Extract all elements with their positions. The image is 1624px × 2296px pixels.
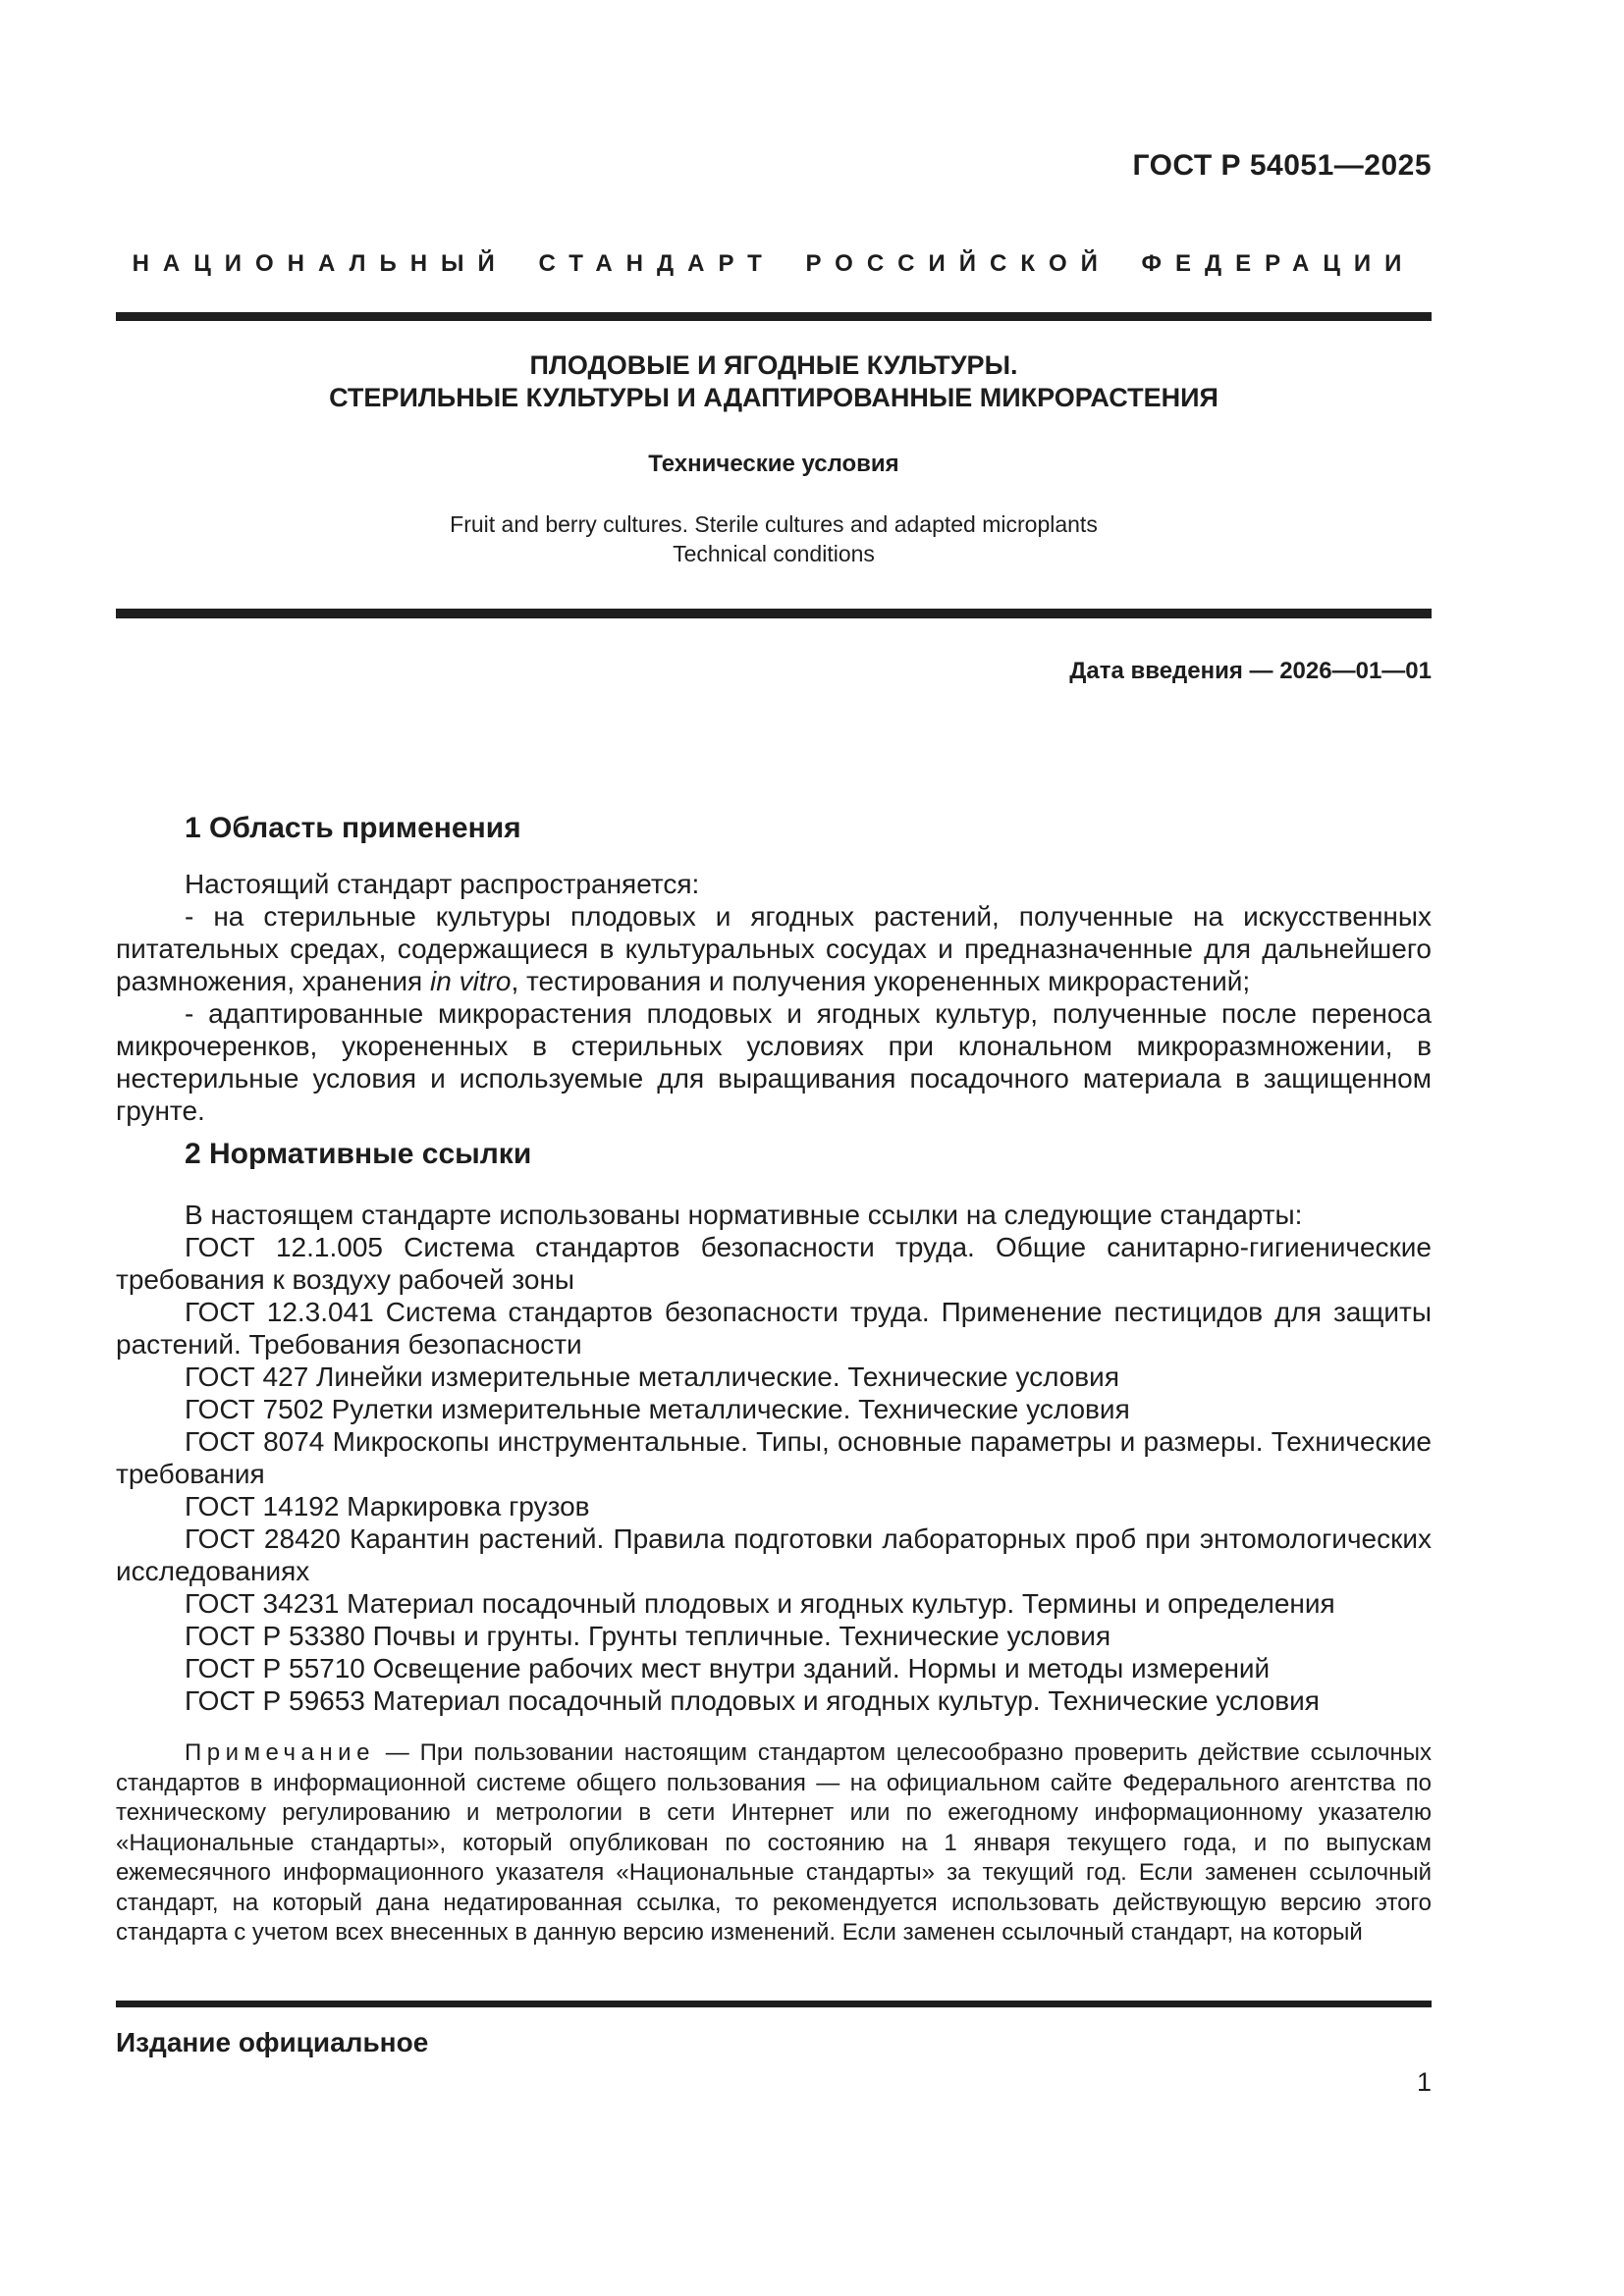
paragraph: - адаптированные микрорастения плодовых и ягодных культур, полученные после переноса микрочеренков, укорененных в стерильных условиях при клональном микроразмножении, в нестерильные условия и используемые для выращивания посадочного материала в защищенном грунте. [116, 998, 1432, 1126]
section-1-heading: 1 Область применения [185, 812, 521, 844]
standard-type-banner: НАЦИОНАЛЬНЫЙ СТАНДАРТ РОССИЙСКОЙ ФЕДЕРАЦИИ [132, 250, 1416, 277]
paragraph-text: - на стерильные культуры плодовых и ягодных растений, полученные на искусственных питательных средах, содержащиеся в культуральных сосудах и предназначенные для дальнейшего размножения, хранения [116, 901, 1432, 996]
paragraph-text: , тестирования и получения укорененных микрорастений; [511, 966, 1251, 996]
reference-item: ГОСТ Р 59653 Материал посадочный плодовых и ягодных культур. Технические условия [185, 1685, 1320, 1716]
title-en [116, 509, 1432, 568]
section-2-body [116, 1199, 1432, 1717]
note-label: Примечание [185, 1739, 375, 1766]
reference-item: ГОСТ 12.1.005 Система стандартов безопасности труда. Общие санитарно-гигиенические требования к воздуху рабочей зоны [116, 1232, 1432, 1295]
edition-note: Издание официальное [116, 2027, 429, 2057]
reference-item: ГОСТ 427 Линейки измерительные металлические. Технические условия [185, 1362, 1119, 1392]
doc-number: ГОСТ Р 54051—2025 [1132, 149, 1432, 182]
title-rule [116, 609, 1432, 618]
reference-item: ГОСТ 8074 Микроскопы инструментальные. Типы, основные параметры и размеры. Технические требования [116, 1426, 1432, 1489]
paragraph: В настоящем стандарте использованы нормативные ссылки на следующие стандарты: [185, 1200, 1303, 1230]
page-number: 1 [1416, 2067, 1432, 2097]
title-en-line2: Technical conditions [673, 541, 875, 566]
title-ru-line2: СТЕРИЛЬНЫЕ КУЛЬТУРЫ И АДАПТИРОВАННЫЕ МИКРОРАСТЕНИЯ [329, 383, 1218, 412]
reference-item: ГОСТ Р 55710 Освещение рабочих мест внутри зданий. Нормы и методы измерений [185, 1653, 1271, 1683]
paragraph [116, 900, 1432, 997]
note-text: При пользовании настоящим стандартом целесообразно проверить действие ссылочных стандартов в информационной системе общего пользования — на официальном сайте Федерального агентства по техническому регулированию и метрологии в сети Интернет или по ежегодному информационному указателю «Национальные стандарты», который опубликован по состоянию на 1 января текущего года, и по выпускам ежемесячного информационного указателя «Национальные стандарты» за текущий год. Если заменен ссылочный стандарт, на который дана недатированная ссылка, то рекомендуется использовать действующую версию этого стандарта с учетом всех внесенных в данную версию изменений. Если заменен ссылочный стандарт, на который [116, 1739, 1432, 1946]
title-en-line1: Fruit and berry cultures. Sterile cultures and adapted microplants [450, 511, 1098, 537]
reference-item: ГОСТ 14192 Маркировка грузов [185, 1491, 590, 1522]
header-rule [116, 312, 1432, 321]
note-paragraph [116, 1738, 1432, 1949]
title-subtitle: Технические условия [648, 451, 899, 477]
note-separator: — [374, 1739, 420, 1766]
section-1-body [116, 868, 1432, 1127]
reference-item: ГОСТ Р 53380 Почвы и грунты. Грунты тепличные. Технические условия [185, 1621, 1111, 1651]
reference-item: ГОСТ 12.3.041 Система стандартов безопасности труда. Применение пестицидов для защиты растений. Требования безопасности [116, 1297, 1432, 1360]
section-2-heading: 2 Нормативные ссылки [185, 1138, 532, 1170]
effective-date: Дата введения — 2026—01—01 [1069, 658, 1432, 684]
title-ru-line1: ПЛОДОВЫЕ И ЯГОДНЫЕ КУЛЬТУРЫ. [529, 350, 1018, 380]
latin-term: in vitro [430, 966, 512, 996]
reference-item: ГОСТ 28420 Карантин растений. Правила подготовки лабораторных проб при энтомологических исследованиях [116, 1523, 1432, 1586]
footer-rule [116, 2001, 1432, 2007]
reference-item: ГОСТ 7502 Рулетки измерительные металлические. Технические условия [185, 1394, 1130, 1424]
reference-item: ГОСТ 34231 Материал посадочный плодовых и ягодных культур. Термины и определения [185, 1588, 1335, 1619]
paragraph: Настоящий стандарт распространяется: [185, 869, 700, 899]
title-ru [116, 349, 1432, 414]
